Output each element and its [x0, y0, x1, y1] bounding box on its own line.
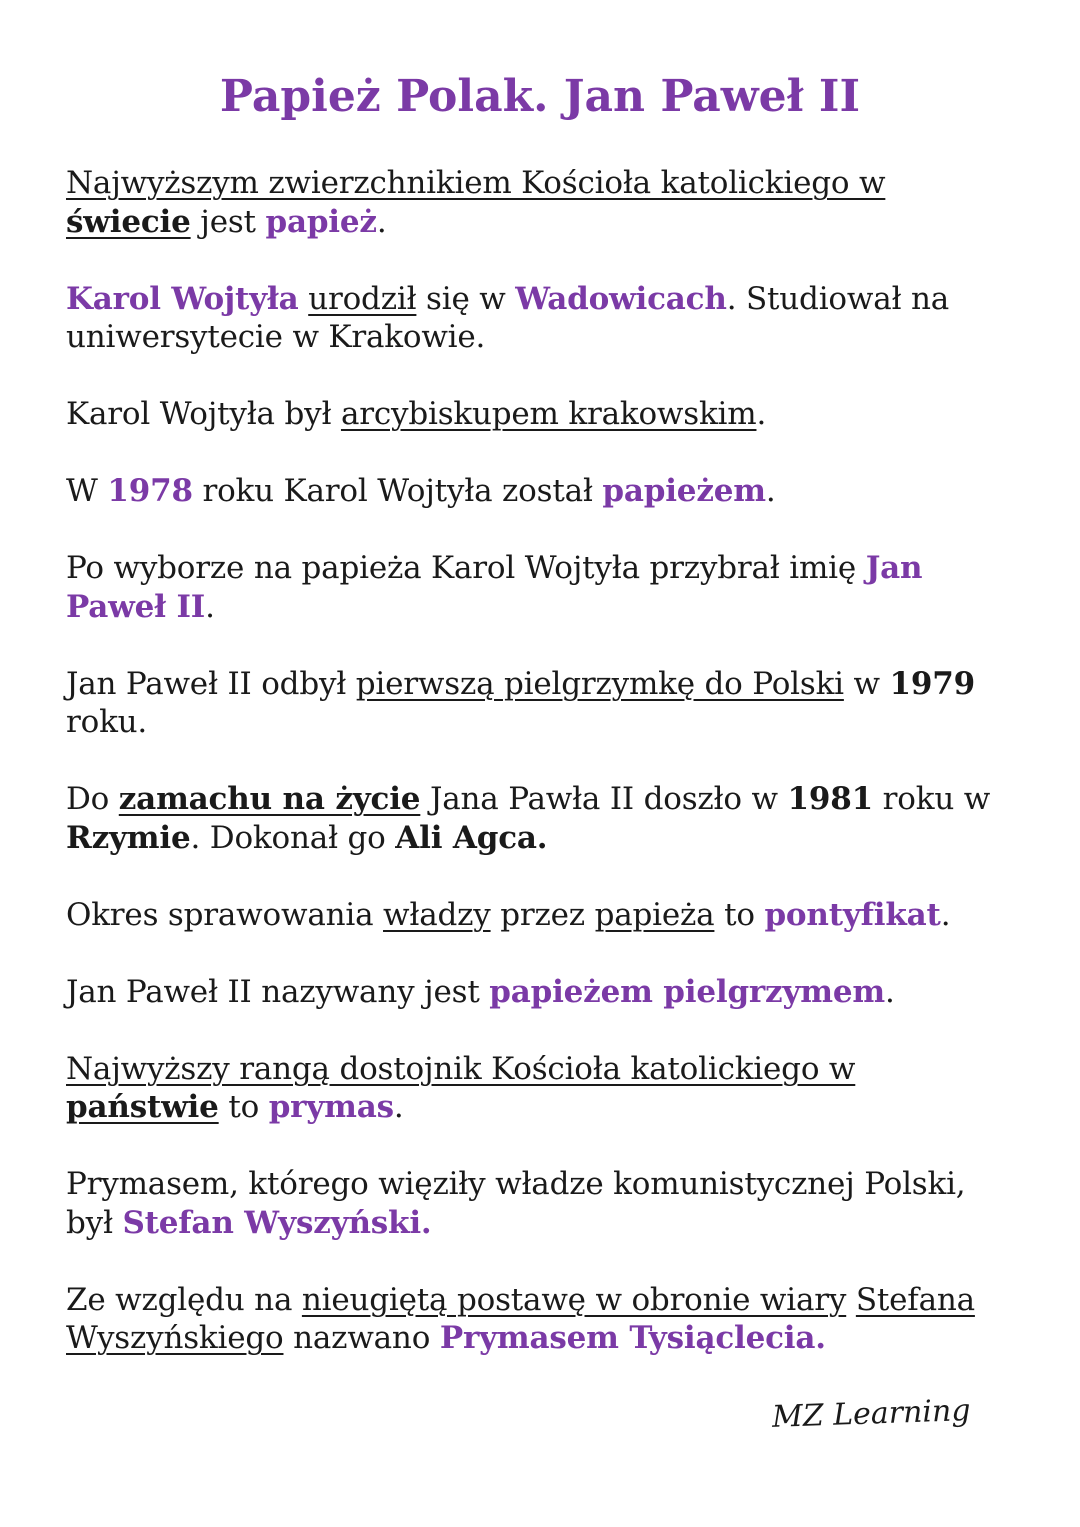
paragraph: [66, 1050, 1026, 1127]
text-segment: Stefana: [855, 1281, 975, 1318]
highlighted-term: Stefan Wyszyński.: [122, 1204, 432, 1241]
text-segment: Jan Paweł II odbył: [66, 665, 356, 702]
bold-term: zamachu na życie: [118, 781, 421, 817]
text-line: [66, 1050, 1026, 1089]
text-segment: arcybiskupem krakowskim: [340, 396, 757, 432]
text-line: [66, 203, 1026, 242]
text-line: [66, 1088, 1026, 1127]
text-segment: .: [393, 1089, 404, 1125]
text-line: [66, 1165, 1026, 1204]
highlighted-term: Karol Wojtyła: [66, 280, 299, 317]
text-segment: przez: [490, 896, 595, 933]
highlighted-term: papieżem: [602, 473, 766, 509]
text-segment: [299, 281, 309, 317]
paragraph: [66, 1165, 1026, 1242]
text-segment: .: [765, 473, 776, 509]
paragraph: [66, 164, 1026, 241]
bold-term: Rzymie: [66, 819, 191, 856]
text-line: [66, 703, 1026, 742]
text-segment: Ze względu na: [66, 1281, 302, 1318]
paragraph: [66, 780, 1026, 857]
highlighted-term: Wadowicach: [515, 280, 727, 317]
text-segment: Okres sprawowania: [66, 896, 384, 933]
paragraph: [66, 665, 1026, 742]
text-segment: Jana Pawła II doszło w: [420, 781, 788, 817]
text-segment: W: [66, 473, 108, 509]
text-segment: Prymasem, którego więziły władze komunistycznej Polski,: [66, 1166, 966, 1202]
text-line: [66, 1281, 1026, 1320]
highlighted-term: papież: [265, 203, 377, 240]
author-signature: MZ Learning: [771, 1393, 971, 1435]
paragraph: [66, 280, 1026, 357]
text-segment: jest: [190, 203, 266, 240]
highlighted-term: 1978: [107, 473, 193, 509]
text-segment: urodził: [308, 280, 417, 317]
text-segment: Karol Wojtyła był: [66, 396, 341, 432]
text-line: [66, 164, 1026, 203]
text-segment: nazwano: [283, 1320, 440, 1356]
highlighted-term: Paweł II: [66, 588, 206, 625]
highlighted-term: prymas: [268, 1089, 394, 1125]
text-line: [66, 472, 1026, 511]
text-segment: . Studiował na: [726, 280, 950, 317]
text-segment: papieża: [594, 896, 715, 933]
text-segment: władzy: [383, 896, 491, 933]
text-segment: .: [756, 396, 767, 432]
text-segment: roku Karol Wojtyła został: [192, 473, 603, 509]
highlighted-term: Prymasem Tysiąclecia.: [439, 1320, 826, 1356]
text-segment: .: [205, 588, 215, 625]
text-line: [66, 1204, 1026, 1243]
bold-term: świecie: [66, 203, 191, 240]
bold-term: państwie: [66, 1089, 219, 1125]
paragraph: [66, 395, 1026, 434]
text-segment: [846, 1282, 856, 1318]
text-segment: . Dokonał go: [190, 819, 396, 856]
paragraph: [66, 549, 1026, 626]
text-segment: .: [376, 203, 387, 240]
text-segment: .: [940, 896, 951, 933]
bold-term: 1981: [787, 781, 873, 817]
text-line: [66, 1319, 1026, 1358]
text-segment: .: [885, 973, 895, 1010]
text-segment: Najwyższy rangą dostojnik Kościoła katolickiego w: [66, 1050, 856, 1087]
text-segment: uniwersytecie w Krakowie.: [66, 319, 486, 355]
bold-term: Ali Agca.: [395, 819, 548, 856]
text-line: [66, 395, 1026, 434]
paragraph: [66, 472, 1026, 511]
text-line: [66, 280, 1026, 319]
text-line: [66, 819, 1026, 858]
text-line: [66, 973, 1026, 1012]
page-title: Papież Polak. Jan Paweł II: [219, 71, 861, 122]
text-segment: był: [66, 1204, 123, 1241]
text-segment: Najwyższym zwierzchnikiem Kościoła katolickiego w: [66, 165, 886, 201]
text-segment: Wyszyńskiego: [66, 1320, 284, 1356]
text-segment: roku w: [873, 781, 991, 817]
text-line: [66, 665, 1026, 704]
highlighted-term: Jan: [865, 550, 923, 586]
text-line: [66, 588, 1026, 627]
text-segment: Do: [66, 781, 119, 817]
paragraph: [66, 973, 1026, 1012]
text-segment: Po wyborze na papieża Karol Wojtyła przybrał imię: [66, 550, 866, 586]
text-segment: w: [843, 665, 890, 702]
paragraph: [66, 1281, 1026, 1358]
text-segment: to: [218, 1089, 269, 1125]
text-line: [66, 780, 1026, 819]
bold-term: 1979: [889, 665, 976, 702]
text-segment: się w: [416, 280, 516, 317]
highlighted-term: papieżem pielgrzymem: [489, 973, 885, 1010]
document-body: [66, 164, 1026, 1396]
highlighted-term: pontyfikat: [764, 896, 941, 933]
text-line: [66, 318, 1026, 357]
paragraph: [66, 896, 1026, 935]
text-segment: Jan Paweł II nazywany jest: [66, 973, 490, 1010]
text-segment: to: [714, 896, 765, 933]
text-line: [66, 549, 1026, 588]
text-segment: pierwszą pielgrzymkę do Polski: [355, 665, 844, 702]
text-segment: roku.: [66, 704, 148, 740]
text-segment: nieugiętą postawę w obronie wiary: [301, 1281, 847, 1318]
text-line: [66, 896, 1026, 935]
